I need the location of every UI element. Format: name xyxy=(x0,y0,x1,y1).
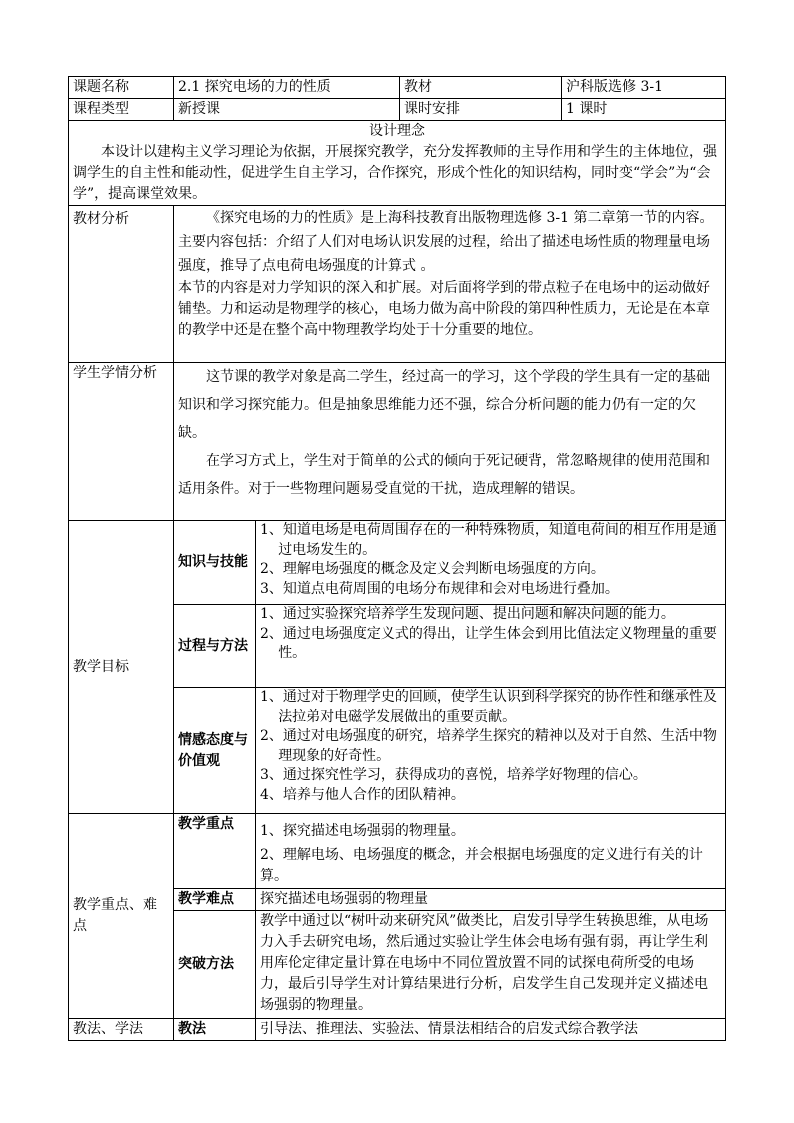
students-label: 学生学情分析 xyxy=(69,363,174,521)
keypoints-label: 教学重点、难点 xyxy=(69,814,174,1019)
knowledge-cell xyxy=(256,521,726,605)
emotion-item-2: 2、通过对电场强度的研究，培养学生探究的精神以及对于自然、生活中物理现象的好奇性。 xyxy=(260,728,717,764)
design-text: 本设计以建构主义学习理论为依据，开展探究教学，充分发挥教师的主导作用和学生的主体地位，强调学生的自主性和能动性，促进学生自主学习，合作探究，形成个性化的知识结构，同时变“学会”为“会学”，提高课堂效果。 xyxy=(73,144,717,202)
methods-label: 教法、学法 xyxy=(69,1019,174,1041)
goals-knowledge-row xyxy=(69,521,726,605)
students-paragraph-1: 这节课的教学对象是高二学生，经过高一的学习，这个学段的学生具有一定的基础知识和学习探究能力。但是抽象思维能力还不强，综合分析问题的能力仍有一定的欠缺。 xyxy=(178,369,710,441)
process-cell xyxy=(256,605,726,688)
students-row xyxy=(69,363,726,521)
lesson-plan-table xyxy=(68,76,726,1041)
focus-item-1: 1、探究描述电场强弱的物理量。 xyxy=(260,823,465,839)
header-row-2 xyxy=(69,99,726,121)
course-type-label: 课程类型 xyxy=(69,99,174,121)
knowledge-item-2: 2、理解电场强度的概念及定义会判断电场强度的方向。 xyxy=(260,561,605,577)
design-cell xyxy=(69,121,726,206)
emotion-label: 情感态度与价值观 xyxy=(174,688,256,814)
course-name-value: 2.1 探究电场的力的性质 xyxy=(174,77,400,99)
hours-value: 1 课时 xyxy=(562,99,726,121)
material-label: 教材分析 xyxy=(69,206,174,363)
hours-label: 课时安排 xyxy=(400,99,562,121)
knowledge-item-3: 3、知道点电荷周围的电场分布规律和会对电场进行叠加。 xyxy=(260,580,619,597)
difficulty-label: 教学难点 xyxy=(174,889,256,911)
header-row-1 xyxy=(69,77,726,99)
students-cell xyxy=(174,363,726,521)
teaching-method-value: 引导法、推理法、实验法、情景法相结合的启发式综合教学法 xyxy=(256,1019,726,1041)
emotion-cell xyxy=(256,688,726,814)
difficulty-value: 探究描述电场强弱的物理量 xyxy=(256,889,726,911)
emotion-item-1: 1、通过对于物理学史的回顾，使学生认识到科学探究的协作性和继承性及法拉弟对电磁学发展做出的重要贡献。 xyxy=(260,689,717,725)
material-row xyxy=(69,206,726,363)
textbook-value: 沪科版选修 3-1 xyxy=(562,77,726,99)
focus-row xyxy=(69,814,726,889)
goals-label: 教学目标 xyxy=(69,521,174,814)
knowledge-item-1: 1、知道电场是电荷周围存在的一种特殊物质，知道电荷间的相互作用是通过电场发生的。 xyxy=(260,522,717,558)
teaching-method-label: 教法 xyxy=(174,1019,256,1041)
methods-row xyxy=(69,1019,726,1041)
course-name-label: 课题名称 xyxy=(69,77,174,99)
focus-item-2: 2、理解电场、电场强度的概念，并会根据电场强度的定义进行有关的计算。 xyxy=(260,847,703,884)
process-item-2: 2、通过电场强度定义式的得出，让学生体会到用比值法定义物理量的重要性。 xyxy=(260,625,717,661)
focus-cell xyxy=(256,814,726,889)
lesson-plan xyxy=(68,76,725,1041)
material-paragraph-2: 本节的内容是对力学知识的深入和扩展。对后面将学到的带点粒子在电场中的运动做好铺垫。力和运动是物理学的核心，电场力做为高中阶段的第四种性质力，无论是在本章的教学中还是在整个高中物理教学均处于十分重要的地位。 xyxy=(178,280,710,338)
design-title: 设计理念 xyxy=(369,123,425,139)
knowledge-label: 知识与技能 xyxy=(174,521,256,605)
students-paragraph-2: 在学习方式上，学生对于简单的公式的倾向于死记硬背，常忽略规律的使用范围和适用条件。对于一些物理问题易受直觉的干扰，造成理解的错误。 xyxy=(178,453,710,497)
design-row xyxy=(69,121,726,206)
course-type-value: 新授课 xyxy=(174,99,400,121)
process-item-1: 1、通过实验探究培养学生发现问题、提出问题和解决问题的能力。 xyxy=(260,606,675,622)
material-paragraph-1: 《探究电场的力的性质》是上海科技教育出版物理选修 3-1 第二章第一节的内容。主要内容包括：介绍了人们对电场认识发展的过程，给出了描述电场性质的物理量电场强度，推导了点电荷电场强度的计算式 。 xyxy=(178,210,714,274)
breakthrough-value: 教学中通过以“树叶动来研究风”做类比，启发引导学生转换思维，从电场力入手去研究电场，然后通过实验让学生体会电场有强有弱，再让学生利用库伦定律定量计算在电场中不同位置放置不同的试探电荷所受的电场力，最后引导学生对计算结果进行分析，启发学生自己发现并定义描述电场强弱的物理量。 xyxy=(256,911,726,1019)
focus-label: 教学重点 xyxy=(174,814,256,889)
emotion-item-4: 4、培养与他人合作的团队精神。 xyxy=(260,786,465,803)
breakthrough-label: 突破方法 xyxy=(174,911,256,1019)
emotion-item-3: 3、通过探究性学习，获得成功的喜悦，培养学好物理的信心。 xyxy=(260,767,647,783)
process-label: 过程与方法 xyxy=(174,605,256,688)
material-cell xyxy=(174,206,726,363)
textbook-label: 教材 xyxy=(400,77,562,99)
